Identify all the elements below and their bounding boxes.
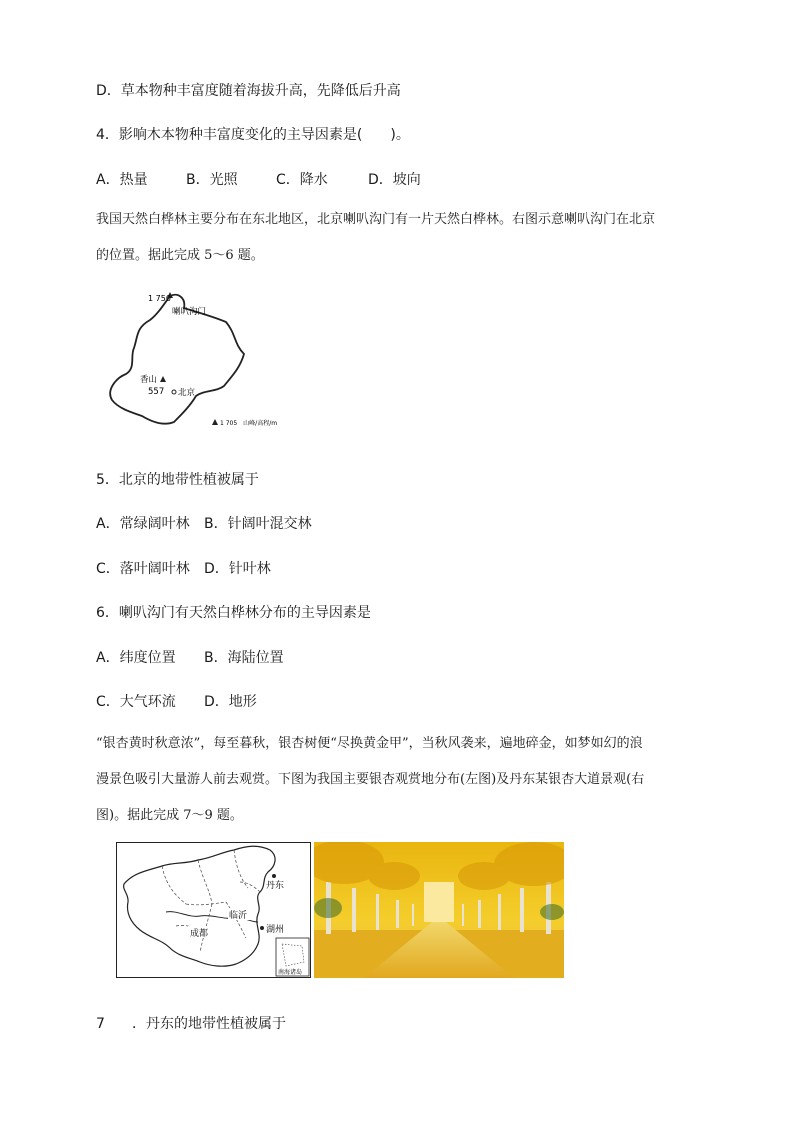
ginkgo-avenue-photo (314, 842, 564, 978)
place-labagoumen: 喇叭沟门 (172, 307, 207, 317)
q6-stem: 6．喇叭沟门有天然白桦林分布的主导因素是 (96, 605, 371, 621)
map-label-chengdu: 成都 (190, 929, 209, 939)
q4-option-d: D．坡向 (368, 172, 421, 188)
passage-birch-line1: 我国天然白桦林主要分布在东北地区，北京喇叭沟门有一片天然白桦林。右图示意喇叭沟门在北京 (96, 212, 656, 227)
legend-peak-icon (212, 419, 218, 425)
passage-ginkgo (96, 726, 700, 834)
q5-option-c: C．落叶阔叶林 (96, 561, 190, 577)
q5-option-d: D．针叶林 (204, 561, 271, 577)
q6-options-row2 (96, 691, 257, 711)
q6-option-b: B．海陆位置 (204, 650, 284, 666)
q4-stem: 4．影响木本物种丰富度变化的主导因素是( )。 (96, 127, 410, 143)
q5-option-a: A．常绿阔叶林 (96, 516, 190, 532)
beijing-map (100, 282, 320, 432)
q4-options (96, 169, 421, 189)
place-xiangshan: 香山 (140, 375, 158, 385)
inset-label: 南海诸岛 (278, 969, 303, 976)
vanishing-light (424, 882, 454, 922)
china-ginkgo-map (116, 842, 311, 978)
q3-option-d: D．草本物种丰富度随着海拔升高，先降低后升高 (96, 83, 401, 99)
q5-options-row2 (96, 558, 271, 578)
huzhou-dot (260, 926, 264, 930)
q4-option-a: A．热量 (96, 172, 148, 188)
q5-options-row1 (96, 513, 312, 533)
place-beijing: 北京 (178, 388, 196, 398)
q7-number: 7 (96, 1016, 105, 1032)
q4-option-c: C．降水 (276, 172, 328, 188)
map-legend: 1 705 山峰/高程/m (220, 420, 278, 427)
dandong-dot (272, 874, 276, 878)
xiangshan-elevation: 557 (148, 387, 165, 397)
map-label-linyi: 临沂 (229, 911, 248, 921)
q7-stem: ．丹东的地带性植被属于 (132, 1016, 286, 1032)
q6-option-a: A．纬度位置 (96, 650, 176, 666)
q6-option-d: D．地形 (204, 694, 257, 710)
q6-option-c: C．大气环流 (96, 694, 176, 710)
q7-line (96, 1013, 286, 1033)
beijing-point-icon (172, 390, 176, 394)
peak-top-label: 1 750 (148, 294, 171, 303)
passage-birch (96, 202, 700, 274)
map-label-dandong: 丹东 (266, 881, 285, 891)
q5-stem: 5．北京的地带性植被属于 (96, 472, 259, 488)
q5-option-b: B．针阔叶混交林 (204, 516, 312, 532)
q6-options-row1 (96, 647, 284, 667)
xiangshan-peak-icon (160, 376, 166, 382)
map-label-huzhou: 湖州 (266, 925, 285, 935)
passage-ginkgo-line2: 漫景色吸引大量游人前去观赏。下图为我国主要银杏观赏地分布(左图)及丹东某银杏大道景观(右 (96, 772, 645, 787)
passage-ginkgo-line1: “银杏黄时秋意浓”，每至暮秋，银杏树便“尽换黄金甲”，当秋风袭来，遍地碎金，如梦如幻的浪 (96, 736, 643, 751)
q4-option-b: B．光照 (186, 172, 238, 188)
passage-ginkgo-line3: 图)。据此完成 7～9 题。 (96, 808, 243, 823)
passage-birch-line2: 的位置。据此完成 5～6 题。 (96, 248, 264, 263)
